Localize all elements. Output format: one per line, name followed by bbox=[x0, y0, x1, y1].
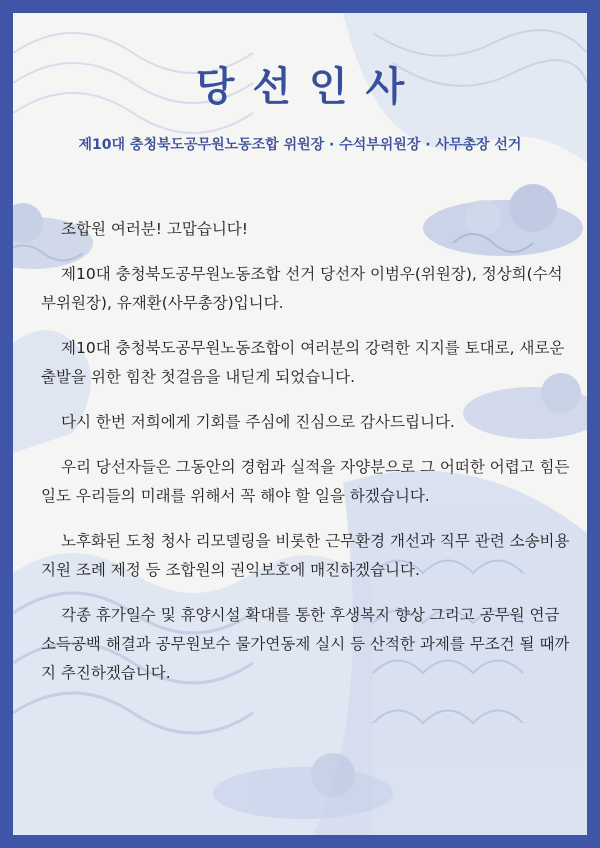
page-subtitle: 제10대 충청북도공무원노동조합 위원장 · 수석부위원장 · 사무총장 선거 bbox=[78, 137, 522, 153]
paragraph: 다시 한번 저희에게 기회를 주심에 진심으로 감사드립니다. bbox=[61, 413, 455, 431]
paper-background bbox=[13, 13, 587, 835]
paragraph: 우리 당선자들은 그동안의 경험과 실적을 자양분으로 그 어떠한 어렵고 힘든 일도 우리들의 미래를 위해서 꼭 해야 할 일을 하겠습니다. bbox=[41, 458, 570, 505]
paragraph: 제10대 충청북도공무원노동조합이 여러분의 강력한 지지를 토대로, 새로운 출발을 위한 힘찬 첫걸음을 내딛게 되었습니다. bbox=[41, 339, 565, 386]
letter-body bbox=[41, 215, 571, 704]
paragraph: 조합원 여러분! 고맙습니다! bbox=[61, 220, 248, 238]
paragraph: 제10대 충청북도공무원노동조합 선거 당선자 이범우(위원장), 정상희(수석부위원장), 유재환(사무총장)입니다. bbox=[41, 265, 563, 312]
paragraph: 각종 휴가일수 및 휴양시설 확대를 통한 후생복지 향상 그리고 공무원 연금 소득공백 해결과 공무원보수 물가연동제 실시 등 산적한 과제를 무조건 될 때까지 추진하겠습니다. bbox=[41, 606, 570, 682]
page-title: 당선인사 bbox=[195, 64, 423, 110]
paragraph: 노후화된 도청 청사 리모델링을 비롯한 근무환경 개선과 직무 관련 소송비용 지원 조례 제정 등 조합원의 권익보호에 매진하겠습니다. bbox=[41, 532, 570, 579]
